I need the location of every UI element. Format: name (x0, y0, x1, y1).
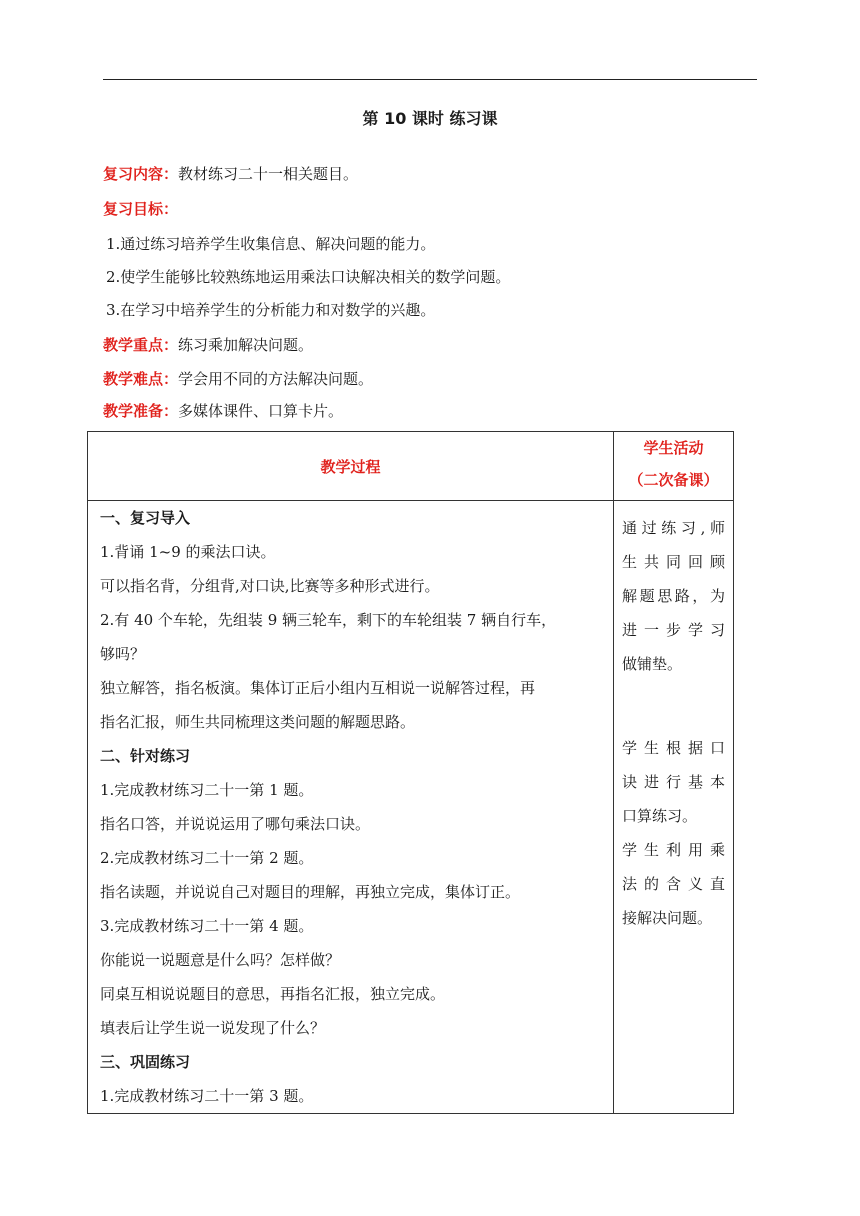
lesson-table (87, 431, 734, 1114)
process-line: 指名汇报，师生共同梳理这类问题的解题思路。 (100, 713, 416, 731)
activity-note-line: 解题思路，为 (622, 587, 725, 605)
preparation-text: 多媒体课件、口算卡片。 (178, 402, 344, 420)
difficulty-label: 教学难点： (103, 370, 179, 388)
process-cell (88, 501, 614, 1114)
review-content-line (103, 163, 358, 185)
activity-note-line: 学生利用乘 (622, 841, 725, 859)
activity-note-line: 进一步学习 (622, 621, 725, 639)
activity-note-line: 做铺垫。 (622, 655, 683, 673)
activity-header-cell (614, 432, 734, 501)
review-goals-label: 复习目标： (103, 200, 179, 218)
process-line: 3.完成教材练习二十一第 4 题。 (100, 917, 314, 935)
header-rule (103, 79, 757, 80)
process-line: 1.背诵 1~9 的乘法口诀。 (100, 543, 276, 561)
review-goals-line (103, 198, 178, 220)
key-point-text: 练习乘加解决问题。 (178, 336, 314, 354)
table-body-row (88, 501, 734, 1114)
preparation-label: 教学准备： (103, 402, 179, 420)
activity-cell (614, 501, 734, 1114)
activity-note-line: 接解决问题。 (622, 909, 713, 927)
review-goal-item: 1.通过练习培养学生收集信息、解决问题的能力。 (106, 235, 436, 253)
process-line: 2.有 40 个车轮，先组装 9 辆三轮车，剩下的车轮组装 7 辆自行车， (100, 611, 557, 629)
process-line: 同桌互相说说题目的意思，再指名汇报，独立完成。 (100, 985, 446, 1003)
process-header: 教学过程 (320, 457, 381, 476)
activity-note-line: 通过练习,师 (622, 519, 725, 537)
process-line: 独立解答，指名板演。集体订正后小组内互相说一说解答过程，再 (100, 679, 536, 697)
activity-header: 学生活动 (643, 439, 704, 457)
activity-note-line: 学生根据口 (622, 739, 725, 757)
section-heading: 二、针对练习 (100, 747, 191, 765)
table-header-row (88, 432, 734, 501)
difficulty-line (103, 368, 373, 390)
section-heading: 一、复习导入 (100, 509, 191, 527)
activity-note-line: 诀进行基本 (622, 773, 725, 791)
process-line: 够吗？ (100, 645, 146, 663)
activity-note-line: 法的含义直 (622, 875, 725, 893)
activity-subheader: （二次备课） (628, 471, 719, 489)
section-heading: 三、巩固练习 (100, 1053, 191, 1071)
preparation-line (103, 400, 343, 422)
activity-note-line: 口算练习。 (622, 807, 698, 825)
process-line: 2.完成教材练习二十一第 2 题。 (100, 849, 314, 867)
process-header-cell (88, 432, 614, 501)
review-goal-item: 3.在学习中培养学生的分析能力和对数学的兴趣。 (106, 301, 436, 319)
page-title: 第 10 课时 练习课 (362, 109, 498, 128)
process-line: 1.完成教材练习二十一第 1 题。 (100, 781, 314, 799)
review-content-text: 教材练习二十一相关题目。 (178, 165, 359, 183)
activity-note-line: 生共同回顾 (622, 553, 725, 571)
key-point-label: 教学重点： (103, 336, 179, 354)
process-line: 指名读题，并说说自己对题目的理解，再独立完成，集体订正。 (100, 883, 521, 901)
process-line: 填表后让学生说一说发现了什么？ (100, 1019, 326, 1037)
review-content-label: 复习内容： (103, 165, 179, 183)
process-line: 你能说一说题意是什么吗？怎样做？ (100, 951, 341, 969)
process-line: 可以指名背，分组背,对口诀,比赛等多种形式进行。 (100, 577, 440, 595)
review-goal-item: 2.使学生能够比较熟练地运用乘法口诀解决相关的数学问题。 (106, 268, 511, 286)
process-line: 1.完成教材练习二十一第 3 题。 (100, 1087, 314, 1105)
process-line: 指名口答，并说说运用了哪句乘法口诀。 (100, 815, 371, 833)
key-point-line (103, 334, 313, 356)
difficulty-text: 学会用不同的方法解决问题。 (178, 370, 374, 388)
